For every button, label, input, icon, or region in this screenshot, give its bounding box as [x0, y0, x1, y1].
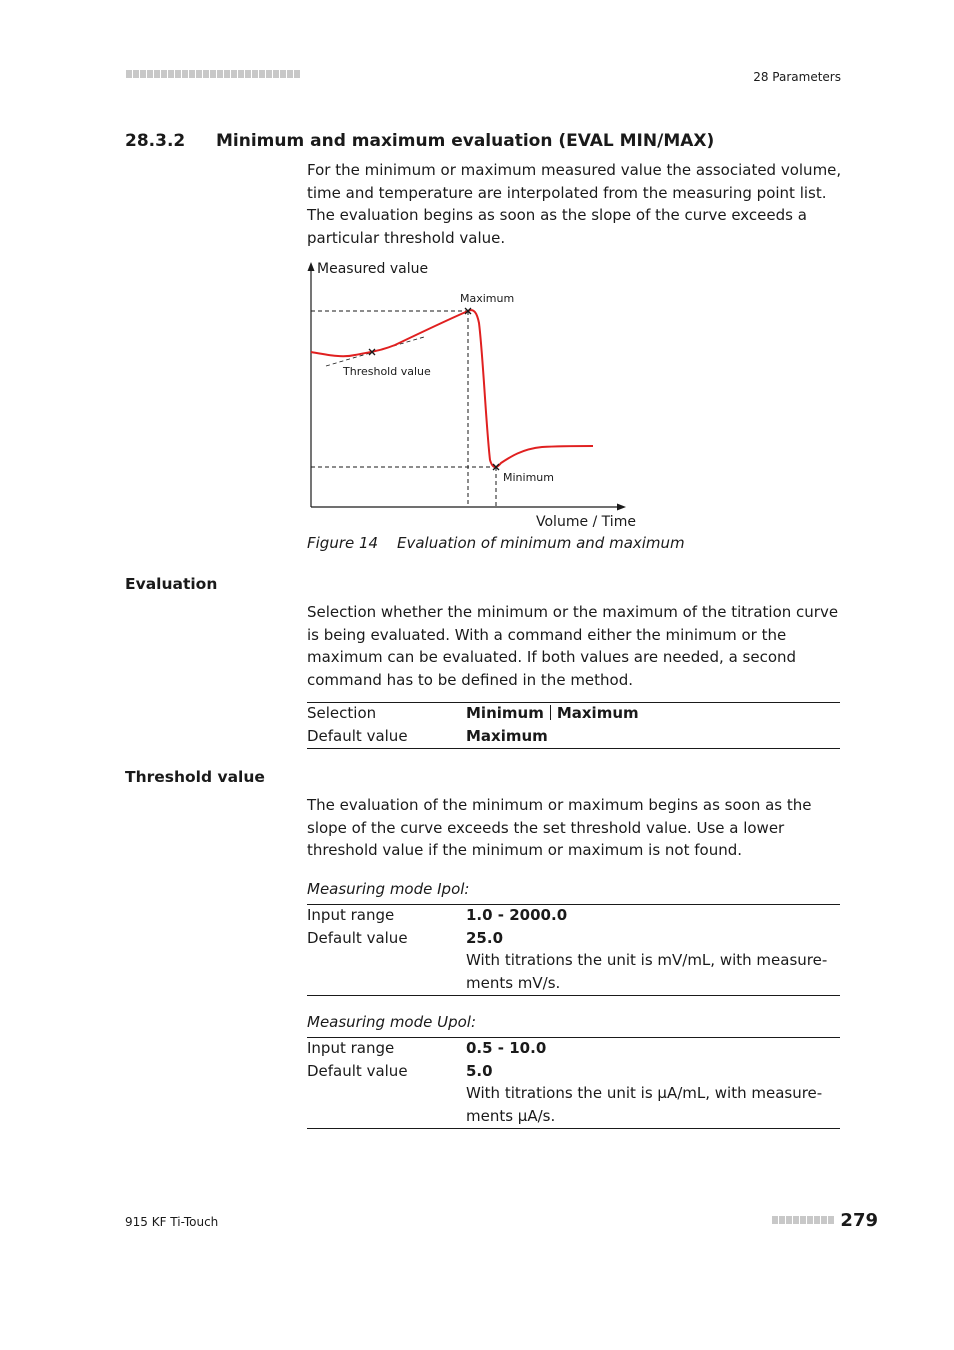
- table-rule: [307, 1128, 840, 1129]
- upol-mode-label: Measuring mode Upol:: [307, 1013, 477, 1031]
- selection-option-maximum: Maximum: [556, 704, 639, 722]
- figure-number: Figure 14: [307, 534, 379, 552]
- section-heading: [125, 131, 714, 151]
- x-axis-label: Volume / Time: [536, 514, 636, 527]
- table-row: [307, 1105, 840, 1128]
- header-decoration: [126, 70, 300, 80]
- evaluation-paragraph: Selection whether the minimum or the maximum of the titration curve is being evaluated. With a command either the minimum or the maximum can be evaluated. If both values are needed, a second command has to be defined in the method.: [307, 603, 839, 689]
- table-row: [307, 949, 840, 972]
- table-row: [307, 1082, 840, 1105]
- header-chapter: 28 Parameters: [753, 70, 841, 84]
- table-rule: [307, 748, 840, 749]
- upol-table: [307, 1037, 840, 1127]
- figure-caption: [307, 534, 685, 552]
- table-row: [307, 702, 840, 725]
- footer-product: 915 KF Ti-Touch: [125, 1215, 219, 1229]
- unit-note-cont: ments µA/s.: [466, 1106, 556, 1125]
- table-row: [307, 972, 840, 995]
- threshold-label: Threshold value: [343, 365, 431, 378]
- figure-caption-text: Evaluation of minimum and maximum: [397, 534, 685, 552]
- section-title: Minimum and maximum evaluation (EVAL MIN/MAX): [216, 131, 715, 151]
- separator: [550, 705, 551, 720]
- input-range-label: Input range: [307, 1039, 395, 1057]
- table-row: [307, 927, 840, 950]
- default-value: 25.0: [466, 928, 504, 947]
- minimum-label: Minimum: [503, 471, 554, 484]
- table-row: [307, 725, 840, 748]
- default-value: 5.0: [466, 1061, 493, 1080]
- default-label: Default value: [307, 928, 408, 947]
- table-row: [307, 1060, 840, 1083]
- selection-values: [466, 702, 840, 725]
- min-max-figure: [300, 255, 640, 527]
- evaluation-heading: Evaluation: [125, 575, 218, 593]
- footer-page: [772, 1210, 878, 1231]
- table-row: [307, 904, 840, 927]
- unit-note: With titrations the unit is mV/mL, with measure-: [466, 951, 828, 969]
- y-axis-arrow: [308, 262, 315, 271]
- input-range-value: 0.5 - 10.0: [466, 1039, 547, 1057]
- unit-note-cont: ments mV/s.: [466, 973, 561, 992]
- unit-note: With titrations the unit is µA/mL, with measure-: [466, 1084, 823, 1102]
- threshold-heading: Threshold value: [125, 768, 265, 786]
- footer-decoration: [772, 1216, 834, 1226]
- section-number: 28.3.2: [125, 131, 186, 151]
- table-row: [307, 1037, 840, 1060]
- input-range-value: 1.0 - 2000.0: [466, 906, 568, 924]
- default-label: Default value: [307, 726, 408, 745]
- maximum-label: Maximum: [460, 292, 515, 305]
- selection-label: Selection: [307, 704, 377, 722]
- default-value: Maximum: [466, 726, 548, 745]
- page-number: 279: [840, 1210, 878, 1231]
- evaluation-table: [307, 702, 840, 747]
- table-rule: [307, 995, 840, 996]
- threshold-paragraph: The evaluation of the minimum or maximum begins as soon as the slope of the curve exceeds the set threshold value. Use a lower threshold value if the minimum or maximum is not found.: [307, 796, 812, 859]
- y-axis-label: Measured value: [317, 261, 429, 277]
- titration-curve: [311, 310, 593, 467]
- default-label: Default value: [307, 1061, 408, 1080]
- intro-paragraph: For the minimum or maximum measured value the associated volume, time and temperature are interpolated from the measuring point list. The evaluation begins as soon as the slope of the curve exceeds a particular threshold value.: [307, 161, 842, 247]
- selection-option-minimum: Minimum: [466, 704, 544, 722]
- x-axis-arrow: [617, 504, 626, 511]
- input-range-label: Input range: [307, 906, 395, 924]
- ipol-table: [307, 904, 840, 994]
- ipol-mode-label: Measuring mode Ipol:: [307, 880, 470, 898]
